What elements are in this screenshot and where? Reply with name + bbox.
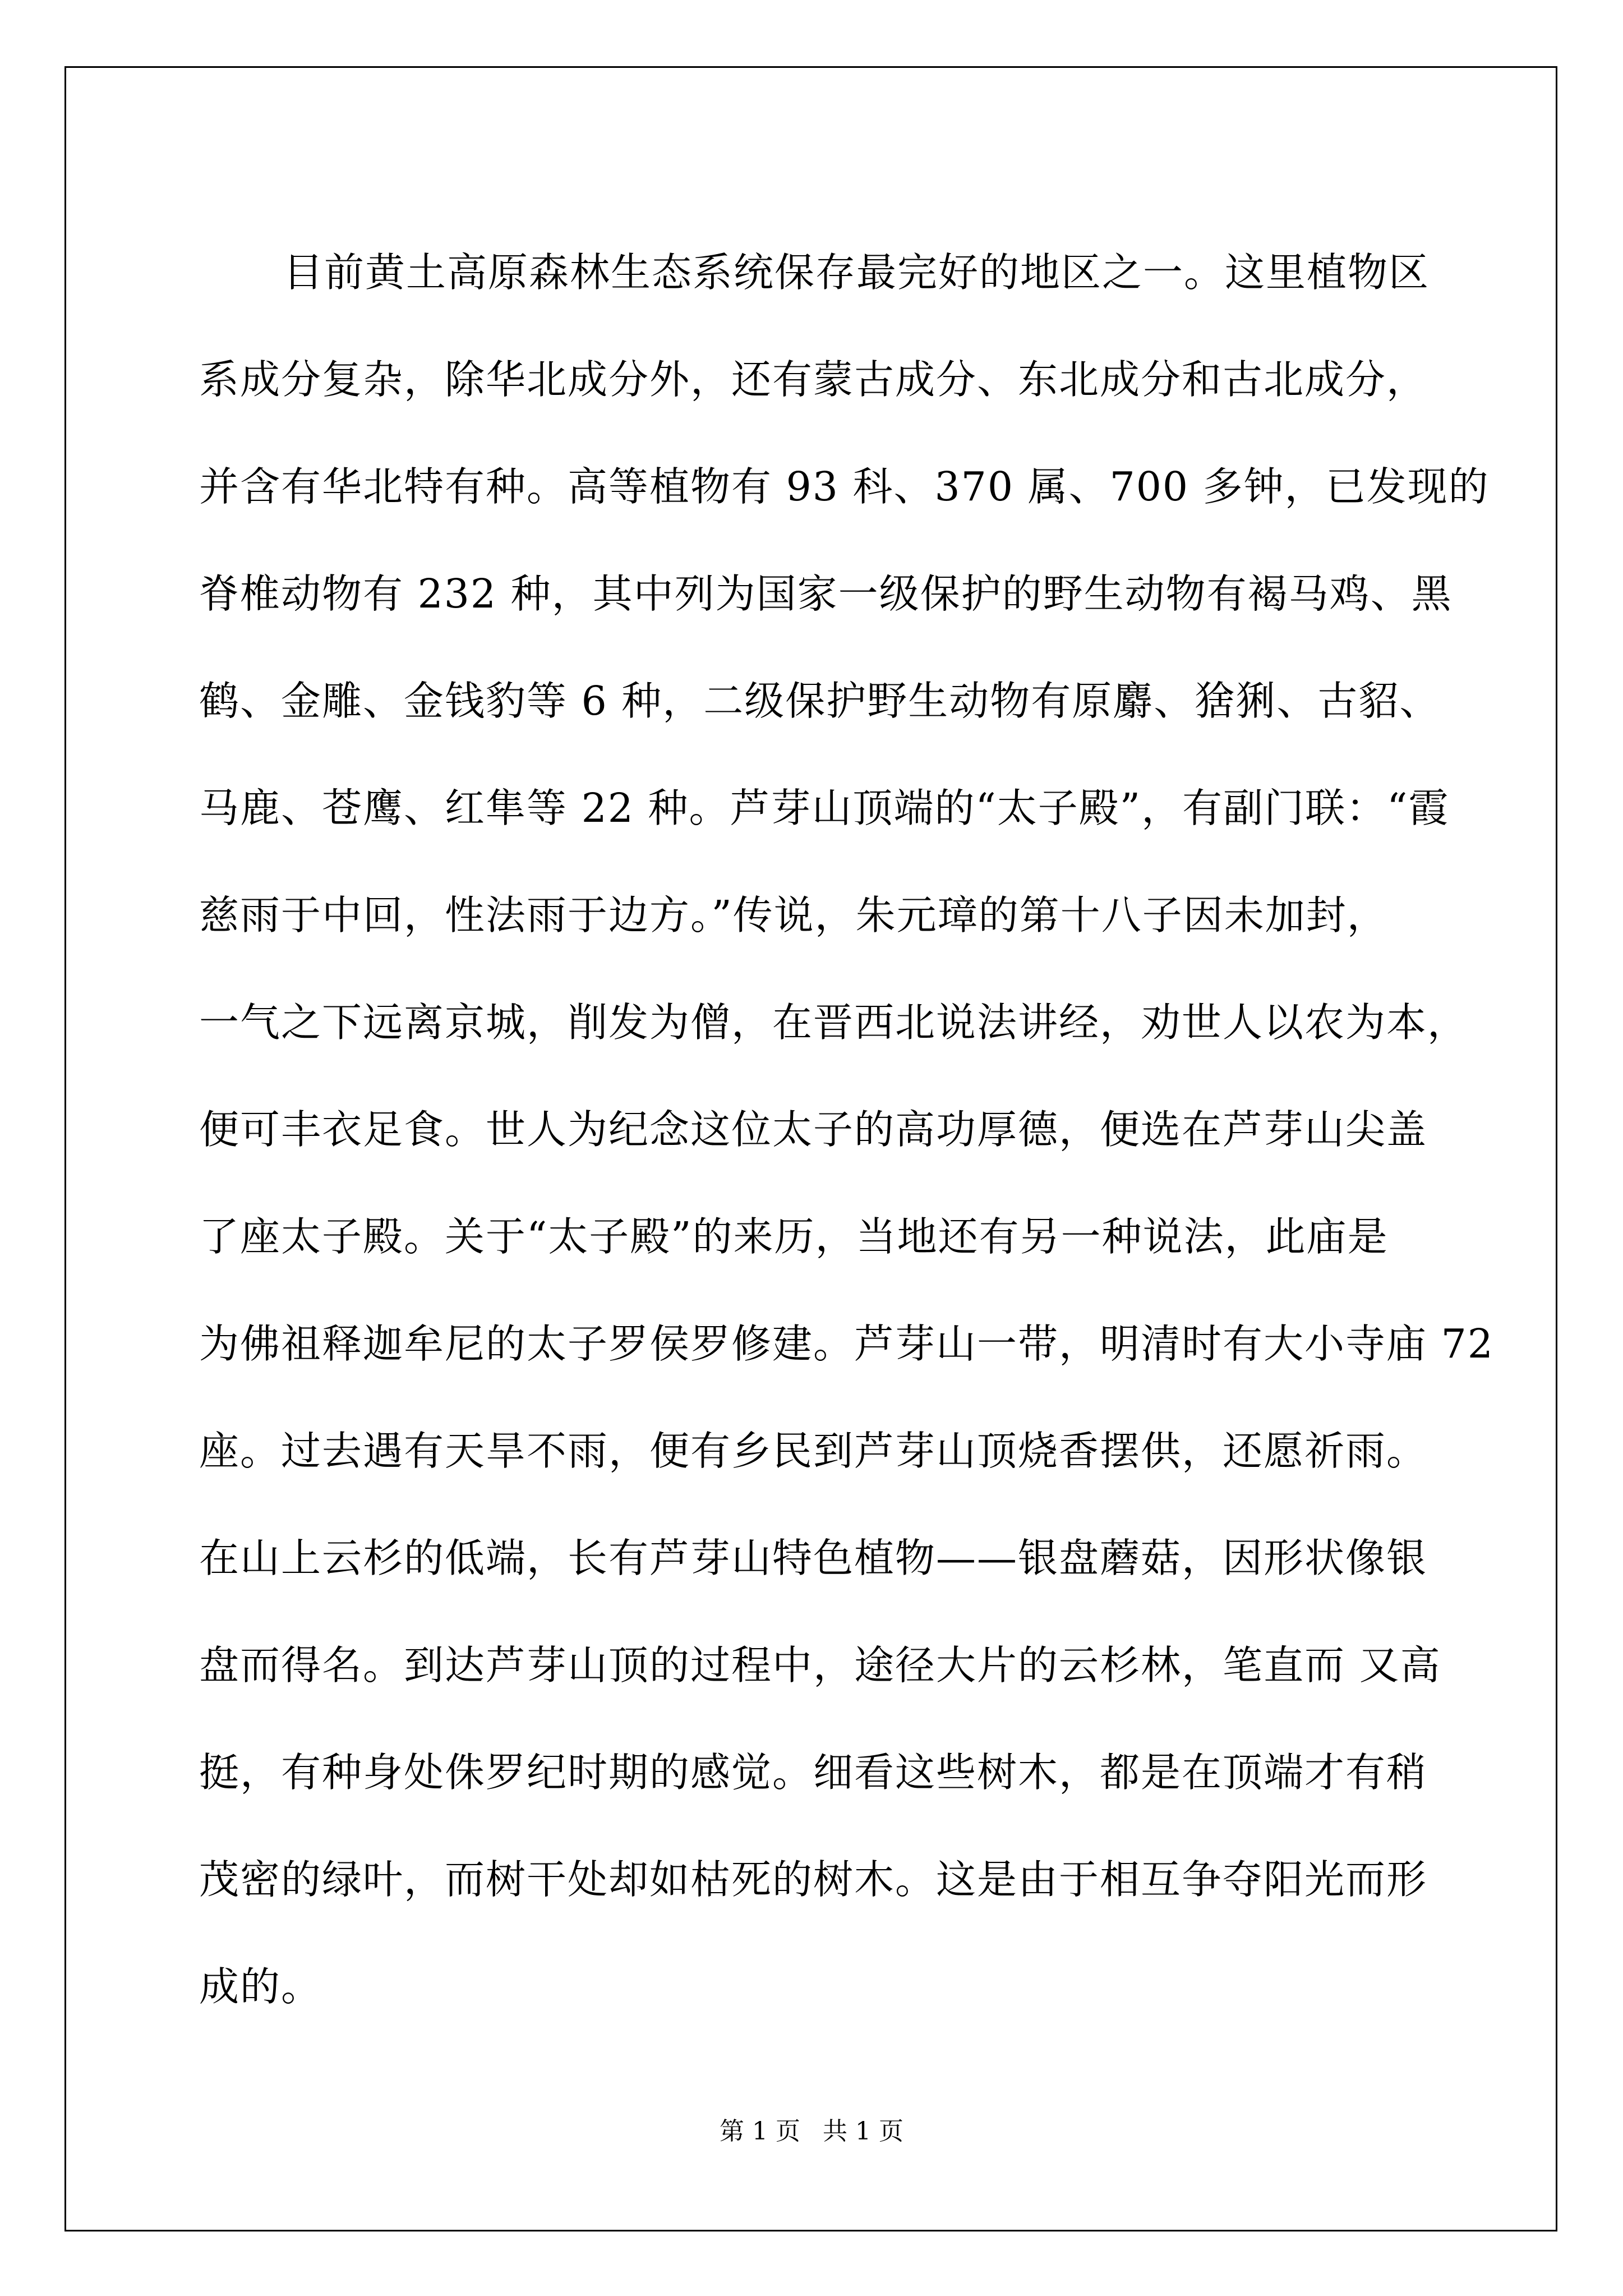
text-line: 茂密的绿叶，而树干处却如枯死的树木。这是由于相互争夺阳光而形 xyxy=(199,1856,1428,1903)
text-line: 座。过去遇有天旱不雨，便有乡民到芦芽山顶烧香摆供，还愿祈雨。 xyxy=(199,1428,1428,1474)
text-line: 一气之下远离京城，削发为僧，在晋西北说法讲经，劝世人以农为本， xyxy=(199,999,1469,1046)
text-line: 慈雨于中回，性法雨于边方。”传说，朱元璋的第十八子因未加封， xyxy=(199,892,1388,938)
text-line: 盘而得名。到达芦芽山顶的过程中，途径大片的云杉林，笔直而 又高 xyxy=(199,1642,1441,1688)
text-line: 并含有华北特有种。高等植物有 93 科、370 属、700 多钟，已发现的 xyxy=(199,463,1490,510)
text-line: 便可丰衣足食。世人为纪念这位太子的高功厚德，便选在芦芽山尖盖 xyxy=(199,1106,1428,1153)
text-line: 了座太子殿。关于“太子殿”的来历，当地还有另一种说法，此庙是 xyxy=(199,1213,1389,1260)
text-line: 脊椎动物有 232 种，其中列为国家一级保护的野生动物有褐马鸡、黑 xyxy=(199,570,1453,617)
text-line: 马鹿、苍鹰、红隼等 22 种。芦芽山顶端的“太子殿”，有副门联：“霞 xyxy=(199,785,1450,831)
text-line: 系成分复杂，除华北成分外，还有蒙古成分、东北成分和古北成分， xyxy=(199,356,1428,403)
text-line: 在山上云杉的低端，长有芦芽山特色植物——银盘蘑菇，因形状像银 xyxy=(199,1535,1428,1581)
text-line: 为佛祖释迦牟尼的太子罗侯罗修建。芦芽山一带，明清时有大小寺庙 72 xyxy=(199,1320,1494,1367)
text-line: 鹤、金雕、金钱豹等 6 种，二级保护野生动物有原麝、猞猁、古貂、 xyxy=(199,678,1441,724)
text-line: 目前黄土高原森林生态系统保存最完好的地区之一。这里植物区 xyxy=(283,249,1430,296)
body-paragraph xyxy=(199,219,1494,2040)
page-number-current: 第 1 页 xyxy=(720,2117,800,2146)
text-line: 成的。 xyxy=(199,1963,322,2010)
page-footer xyxy=(0,2115,1623,2148)
page-number-total: 共 1 页 xyxy=(823,2117,903,2146)
text-line: 挺，有种身处侏罗纪时期的感觉。细看这些树木，都是在顶端才有稍 xyxy=(199,1749,1428,1796)
